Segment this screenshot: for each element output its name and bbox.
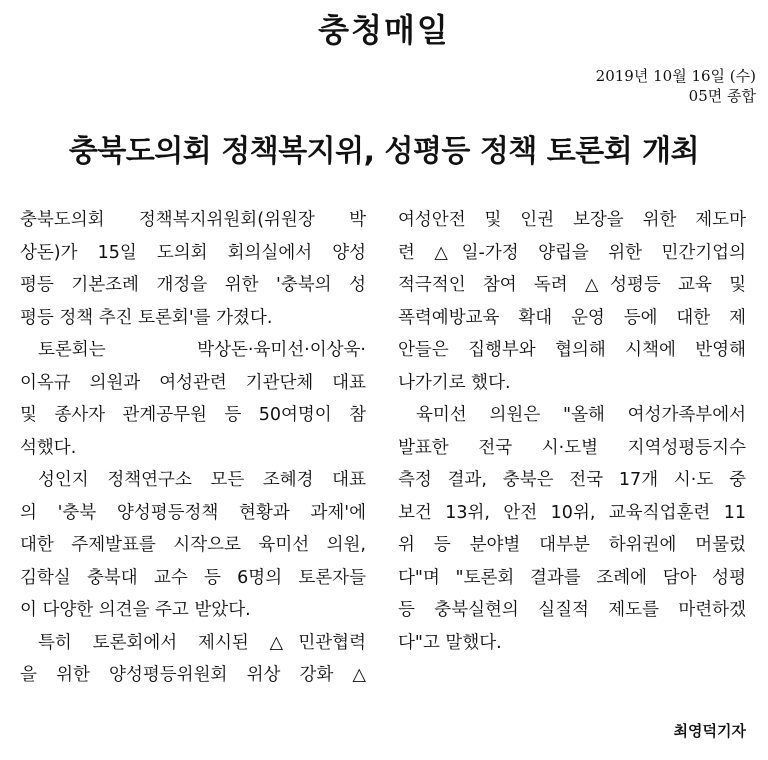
- article-text-line: 안들은 집행부와 협의해 시책에 반영해: [398, 340, 746, 360]
- article-text-line: 상돈)가 15일 도의회 회의실에서 양성: [20, 242, 366, 263]
- article-text-line: 측정 결과, 충북은 전국 17개 시·도 중: [398, 470, 746, 490]
- page-section: 05면 종합: [688, 87, 756, 105]
- article-text-line: 의 '충북 양성평등정책 현황과 과제'에: [20, 502, 366, 523]
- article-text-line: 폭력예방교육 확대 운영 등에 대한 제: [398, 307, 746, 328]
- reporter-byline: 최영덕기자: [673, 722, 746, 740]
- article-text-line: 다"며 "토론회 결과를 조례에 담아 성평: [398, 567, 746, 588]
- article-text-line: 등 충북실현의 실질적 제도를 마련하겠: [398, 600, 746, 620]
- article-text-line: 평등 기본조례 개정을 위한 '충북의 성: [20, 275, 366, 295]
- article-text-line: 여성안전 및 인권 보장을 위한 제도마: [398, 210, 746, 230]
- article-text-line: 위 등 분야별 대부분 하위권에 머물렀: [398, 535, 746, 555]
- article-text-line: 련 △일-가정 양립을 위한 민간기업의: [398, 242, 746, 263]
- newspaper-masthead: 충청매일: [318, 11, 450, 49]
- article-text-line: 및 종사자 관계공무원 등 50여명이 참: [20, 405, 366, 425]
- article-text-line: 특히 토론회에서 제시된 △민관협력: [38, 632, 366, 653]
- article-text-line: 이옥규 의원과 여성관련 기관단체 대표: [20, 372, 366, 393]
- article-text-line: 을 위한 양성평등위원회 위상 강화 △: [20, 665, 366, 685]
- article-text-line: 적극적인 참여 독려 △성평등 교육 및: [398, 275, 746, 295]
- article-text-line: 충북도의회 정책복지위원회(위원장 박: [20, 210, 366, 230]
- article-text-line: 성인지 정책연구소 모든 조혜경 대표: [38, 470, 366, 490]
- publication-date: 2019년 10월 16일 (수): [595, 67, 756, 85]
- article-text-line: 석했다.: [20, 437, 77, 458]
- dateline: [596, 66, 756, 106]
- article-text-line: 나가기로 했다.: [398, 372, 511, 393]
- article-text-line: 발표한 전국 시·도별 지역성평등지수: [398, 437, 746, 458]
- article-text-line: 대한 주제발표를 시작으로 육미선 의원,: [20, 535, 366, 555]
- article-text-line: 보건 13위, 안전 10위, 교육직업훈련 11: [398, 502, 746, 523]
- article-text-line: 토론회는 박상돈·육미선·이상욱·: [38, 340, 366, 360]
- article-text-line: 이 다양한 의견을 주고 받았다.: [20, 600, 251, 620]
- article-text-line: 다"고 말했다.: [398, 632, 502, 653]
- article-headline: 충북도의회 정책복지위, 성평등 정책 토론회 개최: [68, 134, 700, 169]
- article-body-left-column: [20, 204, 366, 692]
- article-text-line: 김학실 충북대 교수 등 6명의 토론자들: [20, 567, 366, 588]
- article-text-line: 평등 정책 추진 토론회'를 가졌다.: [20, 307, 273, 328]
- article-text-line: 육미선 의원은 "올해 여성가족부에서: [416, 405, 746, 425]
- article-body-right-column: [398, 204, 746, 659]
